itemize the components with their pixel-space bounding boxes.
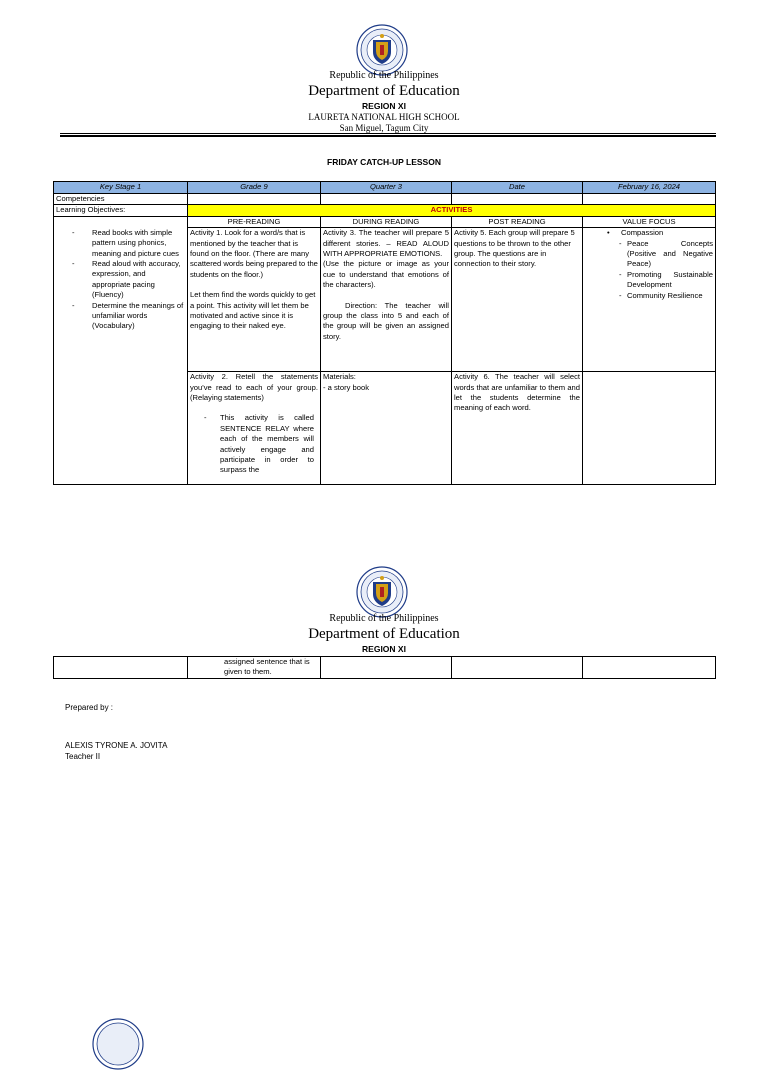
activities-banner: ACTIVITIES xyxy=(188,205,716,216)
objectives-list xyxy=(56,228,185,332)
activity-3-text: Activity 3. The teacher will prepare 5 different stories. – READ ALOUD WITH APPROPRIATE EMOTIONS. xyxy=(323,228,449,259)
school-name: LAURETA NATIONAL HIGH SCHOOL xyxy=(308,112,460,122)
deped-seal-icon xyxy=(92,1018,144,1070)
value-focus-item: - Peace Concepts (Positive and Negative Peace) xyxy=(619,239,713,270)
quarter-cell: Quarter 3 xyxy=(321,182,452,194)
objectives-cell xyxy=(54,228,188,485)
subheader-row xyxy=(54,216,716,227)
header-rule-thick xyxy=(60,135,716,137)
department-title: Department of Education xyxy=(308,83,460,99)
republic-line: Republic of the Philippines xyxy=(329,70,439,81)
objective-item: - Determine the meanings of unfamiliar words (Vocabulary) xyxy=(92,301,185,332)
republic-line: Republic of the Philippines xyxy=(329,613,439,624)
preparer-title: Teacher II xyxy=(65,752,101,761)
post-reading-cell-1 xyxy=(452,228,583,372)
school-address: San Miguel, Tagum City xyxy=(339,123,429,133)
value-focus-main: • Compassion xyxy=(621,228,713,238)
pre-reading-header: PRE-READING xyxy=(188,216,321,227)
continued-text: assigned sentence that is given to them. xyxy=(188,657,321,679)
region-label: REGION XI xyxy=(362,101,406,111)
activity-3-direction: Direction: The teacher will group the class into 5 and each of the group will be given an assigned story. xyxy=(323,300,449,341)
pre-reading-cell-1 xyxy=(188,228,321,372)
post-reading-cell-2 xyxy=(452,372,583,485)
continued-row xyxy=(54,657,716,679)
activity-3-cue: (Use the picture or image as your cue to understand that emotions of the characters). xyxy=(323,259,449,290)
value-focus-item: - Promoting Sustainable Development xyxy=(619,270,713,291)
during-reading-cell-1 xyxy=(321,228,452,372)
grade-cell: Grade 9 xyxy=(188,182,321,194)
during-reading-cell-2 xyxy=(321,372,452,485)
activity-2-note: - This activity is called SENTENCE RELAY where each of the members will actively engage and participate in order to surpass the xyxy=(190,413,318,475)
preparer-name: ALEXIS TYRONE A. JOVITA xyxy=(65,741,168,750)
deped-seal-icon xyxy=(356,24,408,76)
materials-item: - a story book xyxy=(323,382,370,392)
value-focus-header: VALUE FOCUS xyxy=(583,216,716,227)
activity-1-note: Let them find the words quickly to get a point. This activity will let them be motivated and active since it is engaging to their naked eye. xyxy=(190,290,316,331)
region-label: REGION XI xyxy=(362,644,406,654)
deped-seal-icon xyxy=(356,566,408,618)
post-reading-header: POST READING xyxy=(452,216,583,227)
header-rule-thin xyxy=(60,133,716,134)
value-focus-item: - Community Resilience xyxy=(619,291,713,301)
objectives-label: Learning Objectives: xyxy=(54,205,188,216)
competencies-label: Competencies xyxy=(54,194,188,205)
objective-item: - Read aloud with accuracy, expression, and appropriate pacing (Fluency) xyxy=(92,259,185,301)
activities-row xyxy=(54,205,716,216)
date-label-cell: Date xyxy=(452,182,583,194)
materials-label: Materials: xyxy=(323,372,356,382)
lesson-title: FRIDAY CATCH-UP LESSON xyxy=(327,157,441,167)
activity-1-text: Activity 1. Look for a word/s that is mentioned by the teacher that is found on the floor. (There are many scattered words being prepared to the students on the floor.) xyxy=(190,228,318,279)
lesson-plan-table xyxy=(53,181,716,485)
objective-item: - Read books with simple pattern using phonics, meaning and picture cues xyxy=(92,228,185,259)
activity-2-text: Activity 2. Retell the statements you've read to each of your group. (Relaying statements) xyxy=(190,372,318,403)
key-stage-cell: Key Stage 1 xyxy=(54,182,188,194)
during-reading-header: DURING READING xyxy=(321,216,452,227)
date-value-cell: February 16, 2024 xyxy=(583,182,716,194)
prepared-by-label: Prepared by : xyxy=(65,703,114,712)
header-row xyxy=(54,182,716,194)
activity-6-text: Activity 6. The teacher will select words that are unfamiliar to them and let the students determine the meaning of each word. xyxy=(454,372,580,413)
activities-row-1 xyxy=(54,228,716,372)
continued-table xyxy=(53,656,716,679)
competencies-row xyxy=(54,194,716,205)
pre-reading-cell-2 xyxy=(188,372,321,485)
value-focus-list xyxy=(585,228,713,301)
value-focus-cell xyxy=(583,228,716,372)
department-title: Department of Education xyxy=(308,626,460,642)
activity-5-text: Activity 5. Each group will prepare 5 questions to be thrown to the other group. The questions are in connection to their story. xyxy=(454,228,575,269)
